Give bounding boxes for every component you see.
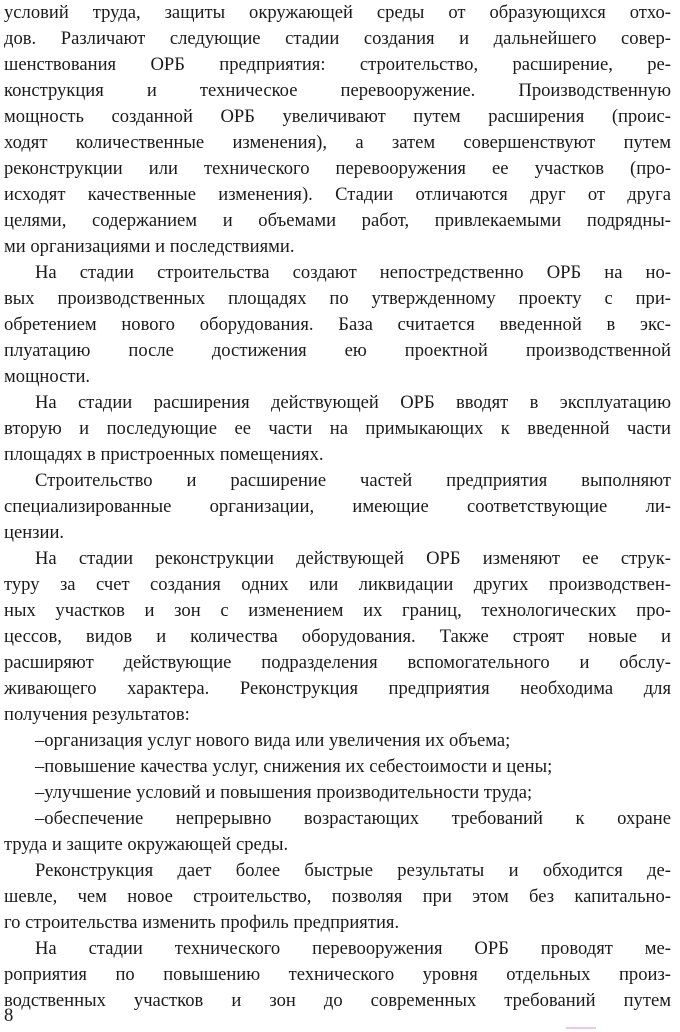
body-text	[4, 0, 671, 1014]
text-line: го строительства изменить профиль предприятия.	[4, 912, 400, 933]
text-line: целями, содержанием и объемами работ, привлекаемыми подрядны-	[4, 210, 671, 231]
text-line: живающего характера. Реконструкция предприятия необходима для	[4, 678, 671, 699]
text-line: шевле, чем новое строительство, позволяя при этом без капитально-	[4, 886, 671, 907]
text-line: На стадии технического перевооружения ОРБ проводят ме-	[35, 938, 671, 959]
text-line: Реконструкция дает более быстрые результаты и обходится де-	[35, 860, 671, 881]
text-line: цессов, видов и количества оборудования. Также строят новые и	[4, 626, 671, 647]
text-line: обретением нового оборудования. База считается введенной в экс-	[4, 314, 671, 335]
text-line: ных участков и зон с изменением их границ, технологических про-	[4, 600, 671, 621]
text-line: На стадии расширения действующей ОРБ вводят в эксплуатацию	[35, 392, 671, 413]
text-line: специализированные организации, имеющие соответствующие ли-	[4, 496, 671, 517]
text-line: конструкция и техническое перевооружение. Производственную	[4, 80, 671, 101]
decorative-mark	[566, 1027, 596, 1029]
text-line: водственных участков и зон до современных требований путем	[4, 990, 671, 1011]
list-item: –повышение качества услуг, снижения их себестоимости и цены;	[35, 756, 553, 777]
text-line: труда и защите окружающей среды.	[4, 834, 289, 855]
list-item: –организация услуг нового вида или увеличения их объема;	[35, 730, 511, 751]
text-line: исходят качественные изменения). Стадии отличаются друг от друга	[4, 184, 671, 205]
text-line: туру за счет создания одних или ликвидации других производствен-	[4, 574, 671, 595]
text-line: реконструкции или технического перевооружения ее участков (про-	[4, 158, 671, 179]
text-line: расширяют действующие подразделения вспомогательного и обслу-	[4, 652, 671, 673]
text-line: Строительство и расширение частей предприятия выполняют	[35, 470, 671, 491]
text-line: условий труда, защиты окружающей среды от образующихся отхо-	[4, 2, 671, 23]
text-line: ходят количественные изменения), а затем совершенствуют путем	[4, 132, 671, 153]
text-line: ми организациями и последствиями.	[4, 236, 295, 257]
text-line: шенствования ОРБ предприятия: строительство, расширение, ре-	[4, 54, 671, 75]
list-item: –обеспечение непрерывно возрастающих требований к охране	[35, 808, 671, 829]
text-line: плуатацию после достижения ею проектной производственной	[4, 340, 671, 361]
text-line: получения результатов:	[4, 704, 190, 725]
text-line: мощности.	[4, 366, 91, 387]
text-line: На стадии реконструкции действующей ОРБ изменяют ее струк-	[35, 548, 671, 569]
page-number: 8	[4, 1005, 14, 1026]
text-line: цензии.	[4, 522, 65, 543]
text-line: На стадии строительства создают непостредственно ОРБ на но-	[35, 262, 671, 283]
text-line: мощность созданной ОРБ увеличивают путем расширения (проис-	[4, 106, 671, 127]
text-line: вторую и последующие ее части на примыкающих к введенной части	[4, 418, 671, 439]
text-line: вых производственных площадях по утвержденному проекту с при-	[4, 288, 671, 309]
text-line: роприятия по повышению технического уровня отдельных произ-	[4, 964, 671, 985]
text-line: дов. Различают следующие стадии создания и дальнейшего совер-	[4, 28, 671, 49]
list-item: –улучшение условий и повышения производительности труда;	[35, 782, 533, 803]
text-line: площадях в пристроенных помещениях.	[4, 444, 324, 465]
